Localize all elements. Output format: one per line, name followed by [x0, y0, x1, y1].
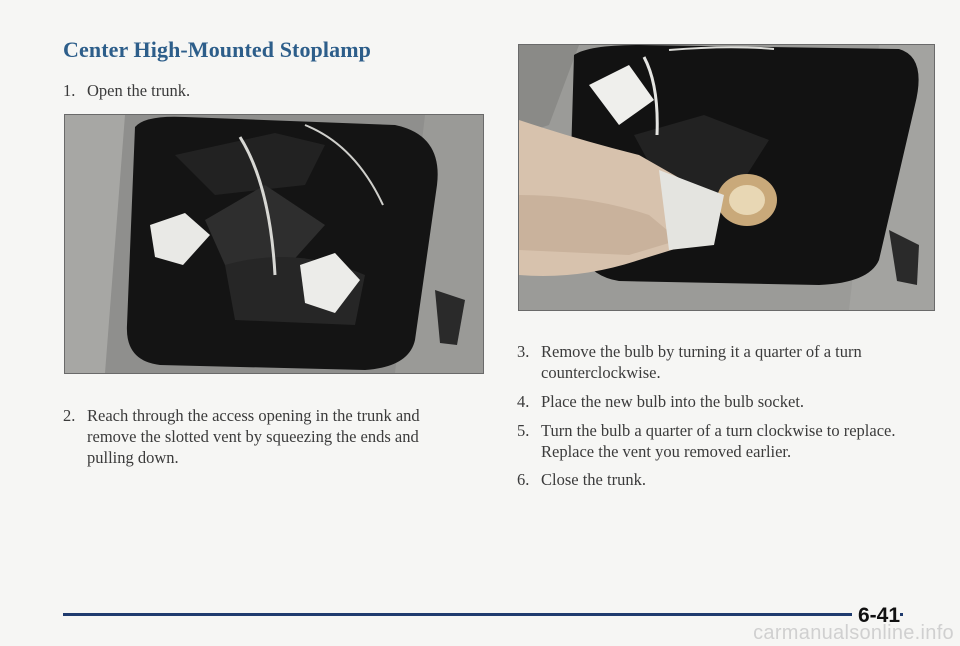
step-text: Remove the bulb by turning it a quarter of a turn counterclockwise.	[541, 342, 862, 382]
step-number: 5.	[517, 421, 530, 440]
step-1	[63, 80, 463, 101]
footer-rule	[63, 613, 903, 616]
step-text: Close the trunk.	[541, 470, 646, 489]
step-3	[517, 341, 907, 383]
bulb-removal-photo	[518, 44, 935, 311]
step-5	[517, 420, 907, 462]
section-heading: Center High-Mounted Stoplamp	[63, 37, 371, 62]
step-number: 6.	[517, 470, 530, 489]
step-number: 2.	[63, 406, 76, 425]
watermark: carmanualsonline.info	[753, 622, 954, 644]
step-number: 3.	[517, 342, 530, 361]
trunk-access-photo	[64, 114, 484, 374]
page-number: 6-41	[852, 604, 900, 628]
step-text: Open the trunk.	[87, 81, 191, 100]
step-text: Turn the bulb a quarter of a turn clockwise to replace. Replace the vent you removed earlier.	[541, 421, 896, 461]
step-2	[63, 405, 463, 468]
step-text: Place the new bulb into the bulb socket.	[541, 392, 805, 411]
step-number: 4.	[517, 392, 530, 411]
step-6	[517, 469, 907, 490]
step-number: 1.	[63, 81, 76, 100]
step-text: Reach through the access opening in the trunk and remove the slotted vent by squeezing the ends and pulling down.	[87, 406, 420, 467]
step-4	[517, 391, 907, 412]
